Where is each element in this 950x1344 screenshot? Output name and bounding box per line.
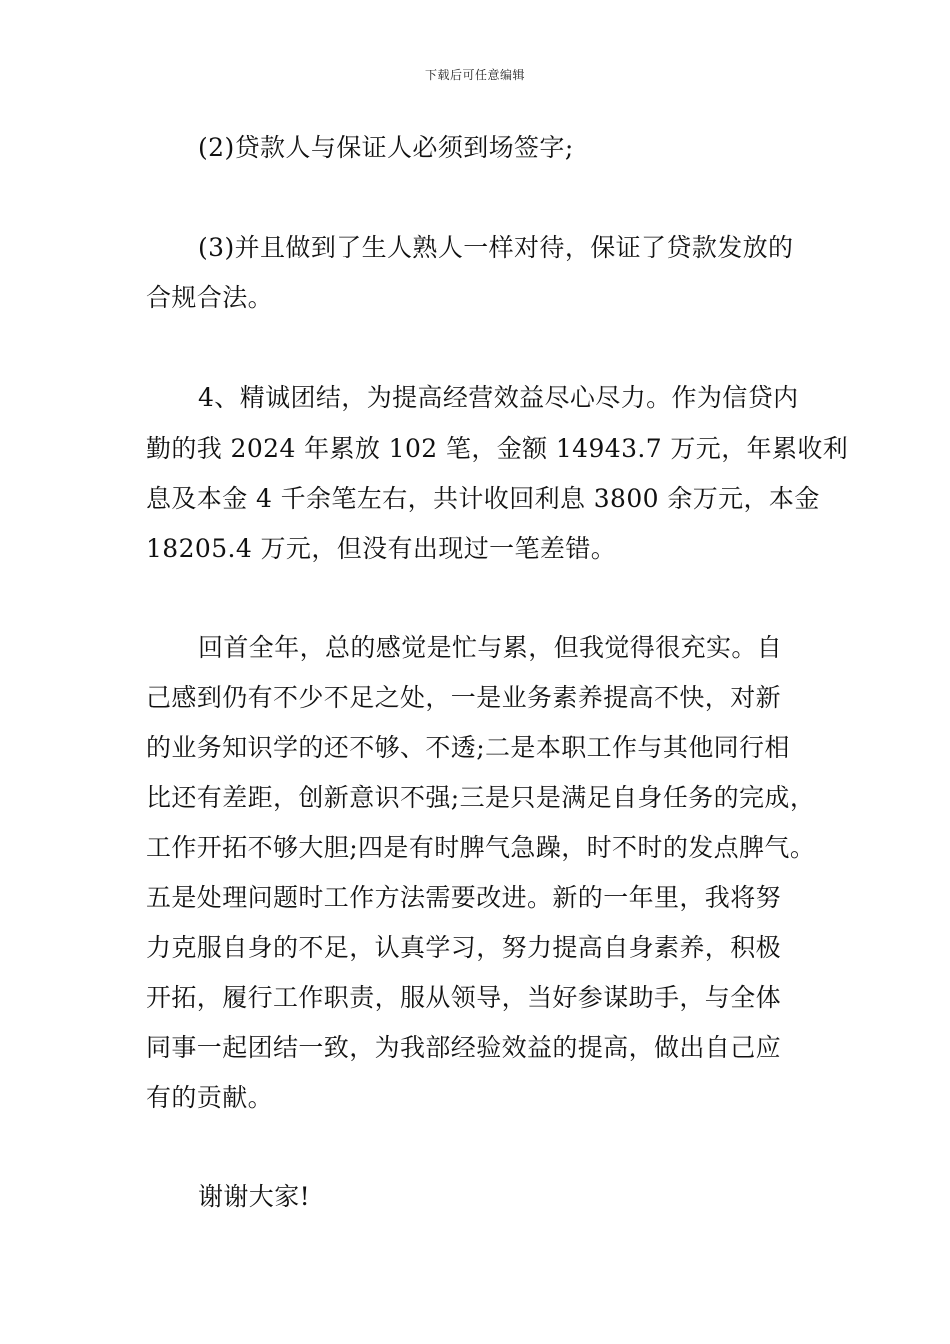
review-line-9: 同事一起团结一致，为我部经验效益的提高，做出自己应 — [146, 1033, 782, 1062]
para-4-line-2: 勤的我 2024 年累放 102 笔，金额 14943.7 万元，年累收利 — [146, 434, 849, 463]
review-line-5: 工作开拓不够大胆;四是有时脾气急躁，时不时的发点脾气。 — [146, 833, 816, 862]
header-note: 下载后可任意编辑 — [424, 68, 525, 82]
para-4-line-3: 息及本金 4 千余笔左右，共计收回利息 3800 余万元，本金 — [146, 484, 820, 513]
review-line-3: 的业务知识学的还不够、不透;二是本职工作与其他同行相 — [146, 733, 790, 762]
para-4-line-1: 4、精诚团结，为提高经营效益尽心尽力。作为信贷内 — [198, 383, 799, 412]
review-line-2: 己感到仍有不少不足之处，一是业务素养提高不快，对新 — [146, 683, 782, 712]
item-3-line-2: 合规合法。 — [146, 283, 274, 312]
item-3-line-1: (3)并且做到了生人熟人一样对待，保证了贷款发放的 — [198, 233, 794, 262]
review-line-6: 五是处理问题时工作方法需要改进。新的一年里，我将努 — [146, 883, 782, 912]
review-line-4: 比还有差距，创新意识不强;三是只是满足自身任务的完成， — [146, 783, 816, 812]
item-2-line: (2)贷款人与保证人必须到场签字; — [198, 133, 574, 162]
para-4-line-4: 18205.4 万元，但没有出现过一笔差错。 — [146, 534, 617, 563]
review-line-10: 有的贡献。 — [146, 1083, 274, 1112]
review-line-1: 回首全年，总的感觉是忙与累，但我觉得很充实。自 — [198, 633, 783, 662]
closing-line: 谢谢大家! — [198, 1182, 311, 1211]
review-line-8: 开拓，履行工作职责，服从领导，当好参谋助手，与全体 — [146, 983, 782, 1012]
review-line-7: 力克服自身的不足，认真学习，努力提高自身素养，积极 — [146, 933, 782, 962]
